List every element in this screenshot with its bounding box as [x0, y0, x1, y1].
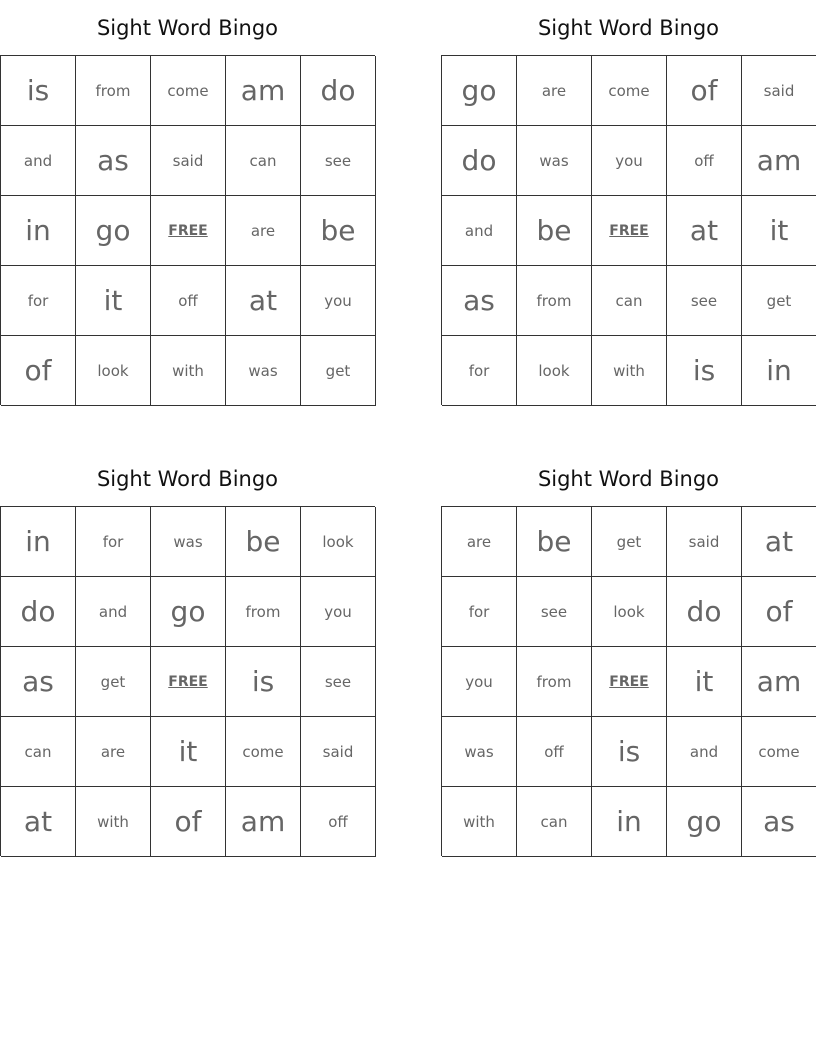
bingo-cell: do [301, 56, 376, 126]
bingo-cell: as [76, 126, 151, 196]
bingo-cell: said [742, 56, 816, 126]
bingo-cell: for [442, 336, 517, 406]
bingo-cell: for [1, 266, 76, 336]
bingo-cell: is [226, 647, 301, 717]
bingo-cell: of [667, 56, 742, 126]
bingo-cell: go [76, 196, 151, 266]
bingo-cell: from [517, 647, 592, 717]
bingo-cell: of [1, 336, 76, 406]
bingo-card-3 [0, 463, 375, 856]
bingo-card-2 [441, 12, 816, 405]
bingo-cell: as [442, 266, 517, 336]
free-space-cell: FREE [592, 196, 667, 266]
bingo-cell: you [301, 577, 376, 647]
bingo-cell: see [301, 647, 376, 717]
bingo-cell: of [151, 787, 226, 857]
bingo-card-4 [441, 463, 816, 856]
bingo-cell: come [742, 717, 816, 787]
bingo-cell: do [667, 577, 742, 647]
bingo-cell: go [442, 56, 517, 126]
free-space-cell: FREE [151, 647, 226, 717]
bingo-cell: off [151, 266, 226, 336]
bingo-cell: for [76, 507, 151, 577]
bingo-cell: it [667, 647, 742, 717]
bingo-cell: with [76, 787, 151, 857]
bingo-cell: are [226, 196, 301, 266]
bingo-grid [441, 506, 816, 856]
bingo-grid [441, 55, 816, 405]
bingo-cell: look [76, 336, 151, 406]
bingo-cell: come [226, 717, 301, 787]
bingo-cell: do [442, 126, 517, 196]
bingo-cell: you [592, 126, 667, 196]
bingo-cell: be [517, 196, 592, 266]
bingo-grid [0, 506, 375, 856]
bingo-cell: from [226, 577, 301, 647]
bingo-cell: am [742, 126, 816, 196]
bingo-cell: get [301, 336, 376, 406]
bingo-cell: was [517, 126, 592, 196]
bingo-cell: at [667, 196, 742, 266]
bingo-cell: of [742, 577, 816, 647]
bingo-cell: from [517, 266, 592, 336]
bingo-cell: and [442, 196, 517, 266]
bingo-cell: look [517, 336, 592, 406]
bingo-cell: you [301, 266, 376, 336]
bingo-cell: you [442, 647, 517, 717]
bingo-cell: come [592, 56, 667, 126]
bingo-cell: and [76, 577, 151, 647]
bingo-cell: see [667, 266, 742, 336]
bingo-cell: get [742, 266, 816, 336]
bingo-cell: see [517, 577, 592, 647]
bingo-cell: can [226, 126, 301, 196]
bingo-cell: with [442, 787, 517, 857]
bingo-cell: and [667, 717, 742, 787]
bingo-cell: at [742, 507, 816, 577]
bingo-cell: are [442, 507, 517, 577]
bingo-cell: was [151, 507, 226, 577]
card-title: Sight Word Bingo [96, 467, 279, 491]
free-space-cell: FREE [592, 647, 667, 717]
bingo-cell: it [742, 196, 816, 266]
bingo-cell: it [76, 266, 151, 336]
bingo-cell: at [1, 787, 76, 857]
bingo-cell: off [517, 717, 592, 787]
bingo-cell: in [1, 507, 76, 577]
bingo-grid [0, 55, 375, 405]
bingo-cell: get [76, 647, 151, 717]
bingo-cell: off [301, 787, 376, 857]
bingo-cell: said [667, 507, 742, 577]
card-title: Sight Word Bingo [96, 16, 279, 40]
bingo-cell: get [592, 507, 667, 577]
bingo-cell: see [301, 126, 376, 196]
bingo-cell: look [301, 507, 376, 577]
bingo-cell: in [1, 196, 76, 266]
bingo-cell: go [667, 787, 742, 857]
bingo-cell: said [151, 126, 226, 196]
bingo-cell: in [742, 336, 816, 406]
bingo-cell: can [592, 266, 667, 336]
bingo-cell: at [226, 266, 301, 336]
bingo-cell: can [517, 787, 592, 857]
bingo-cell: was [442, 717, 517, 787]
bingo-cell: with [592, 336, 667, 406]
bingo-cell: was [226, 336, 301, 406]
bingo-cell: as [1, 647, 76, 717]
card-title: Sight Word Bingo [537, 16, 720, 40]
bingo-cell: be [226, 507, 301, 577]
bingo-cell: with [151, 336, 226, 406]
bingo-cell: am [226, 787, 301, 857]
bingo-cell: can [1, 717, 76, 787]
bingo-cell: is [1, 56, 76, 126]
bingo-cell: do [1, 577, 76, 647]
bingo-cell: is [592, 717, 667, 787]
bingo-cell: and [1, 126, 76, 196]
bingo-cell: from [76, 56, 151, 126]
bingo-cell: go [151, 577, 226, 647]
free-space-cell: FREE [151, 196, 226, 266]
bingo-cell: is [667, 336, 742, 406]
bingo-cell: off [667, 126, 742, 196]
bingo-cell: it [151, 717, 226, 787]
bingo-cell: be [301, 196, 376, 266]
bingo-card-1 [0, 12, 375, 405]
card-title: Sight Word Bingo [537, 467, 720, 491]
bingo-cell: are [76, 717, 151, 787]
bingo-cell: be [517, 507, 592, 577]
bingo-cell: am [226, 56, 301, 126]
bingo-cell: said [301, 717, 376, 787]
bingo-cell: in [592, 787, 667, 857]
bingo-cell: for [442, 577, 517, 647]
bingo-cell: look [592, 577, 667, 647]
bingo-cell: as [742, 787, 816, 857]
bingo-cell: come [151, 56, 226, 126]
bingo-cell: am [742, 647, 816, 717]
bingo-cell: are [517, 56, 592, 126]
